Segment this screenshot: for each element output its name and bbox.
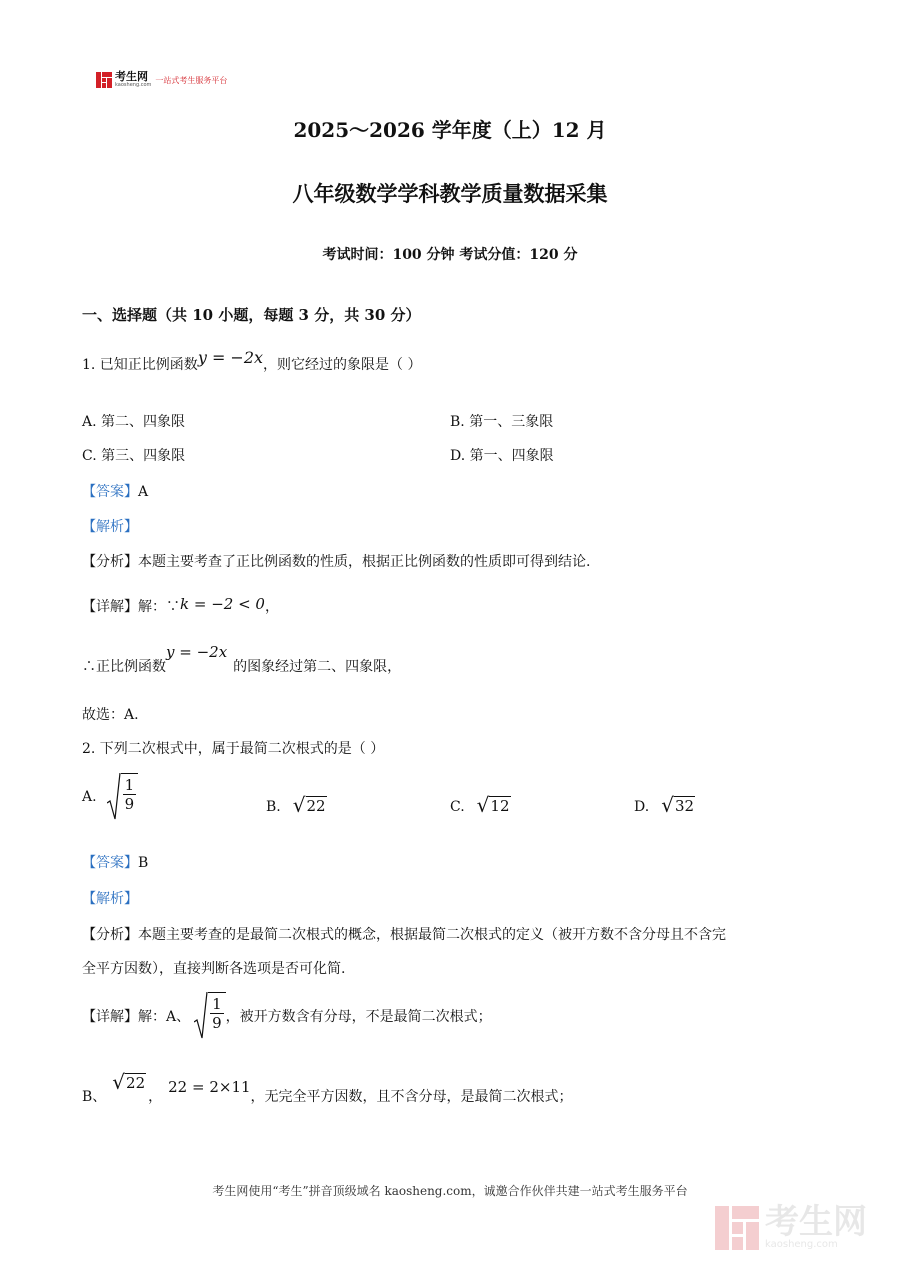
watermark-icon bbox=[715, 1206, 759, 1250]
q2-option-a bbox=[82, 773, 138, 821]
sqrt-12: √ 12 bbox=[476, 793, 510, 817]
option-label: A. bbox=[82, 789, 97, 805]
exam-info: 考试时间：100 分钟 考试分值：120 分 bbox=[322, 247, 578, 263]
therefore-suffix: 的图象经过第二、四象限， bbox=[233, 659, 402, 675]
section-heading: 一、选择题（共 10 小题，每题 3 分，共 30 分） bbox=[82, 306, 421, 324]
detail-suffix: ，被开方数含有分母，不是最简二次根式； bbox=[225, 1009, 492, 1025]
fenxi-text: 本题主要考查了正比例函数的性质，根据正比例函数的性质即可得到结论. bbox=[138, 554, 591, 570]
sqrt-22: √ 22 bbox=[292, 793, 326, 817]
detail-tag: 【详解】 bbox=[82, 1009, 138, 1025]
q2-analysis-tag: 【解析】 bbox=[82, 891, 138, 907]
q1-answer bbox=[82, 481, 148, 501]
fenxi-tag: 【分析】 bbox=[82, 554, 138, 570]
q1-analysis-tag: 【解析】 bbox=[82, 519, 138, 535]
q2-detail-b bbox=[82, 1072, 573, 1106]
sqrt-32: √ 32 bbox=[661, 793, 695, 817]
q1-prefix: 1. 已知正比例函数 bbox=[82, 357, 198, 373]
answer-tag: 【答案】 bbox=[82, 855, 138, 871]
q1-option-c: C. 第三、四象限 bbox=[82, 448, 186, 464]
q1-choose: 故选：A. bbox=[82, 707, 139, 723]
page-footer: 考生网使用“考生”拼音顶级域名 kaosheng.com，诚邀合作伙伴共建一站式考生服务平台 bbox=[212, 1184, 688, 1198]
detail-math: k = −2 < 0 bbox=[180, 595, 265, 613]
fraction-denominator: 9 bbox=[124, 795, 135, 813]
detail-prefix: 解：A、 bbox=[138, 1009, 191, 1025]
fraction-denominator: 9 bbox=[212, 1014, 222, 1032]
sqrt-22-inline: √ 22 bbox=[112, 1070, 146, 1094]
detail-tag: 【详解】 bbox=[82, 599, 138, 615]
title-year: 2025～2026 学年度（上）12 月 bbox=[293, 118, 607, 142]
q1-suffix: ，则它经过的象限是（ ） bbox=[263, 357, 422, 373]
watermark-domain: kaosheng.com bbox=[765, 1239, 838, 1250]
q1-option-b: B. 第一、三象限 bbox=[450, 414, 554, 430]
fenxi-text: 本题主要考查的是最简二次根式的概念，根据最简二次根式的定义（被开方数不含分母且不含完 bbox=[138, 927, 726, 943]
fraction-numerator: 1 bbox=[212, 995, 222, 1013]
q2-option-d bbox=[634, 795, 695, 815]
q1-option-d: D. 第一、四象限 bbox=[450, 448, 554, 464]
therefore-prefix: ∴正比例函数 bbox=[82, 659, 166, 675]
option-label: D. bbox=[634, 799, 650, 815]
q1-therefore bbox=[82, 643, 402, 676]
q2-option-b bbox=[266, 795, 327, 815]
logo-slogan: 一站式考生服务平台 bbox=[155, 75, 228, 85]
logo-icon bbox=[96, 72, 112, 88]
q2-stem: 2. 下列二次根式中，属于最简二次根式的是（ ） bbox=[82, 741, 385, 757]
detail-suffix: ， bbox=[264, 599, 279, 615]
radical-icon bbox=[107, 773, 121, 821]
b-prefix: B、 bbox=[82, 1089, 107, 1105]
q1-stem bbox=[82, 348, 422, 374]
q1-option-a: A. 第二、四象限 bbox=[82, 414, 186, 430]
option-label: C. bbox=[450, 799, 465, 815]
fenxi-tag: 【分析】 bbox=[82, 927, 138, 943]
q2-option-c bbox=[450, 795, 511, 815]
answer-tag: 【答案】 bbox=[82, 484, 138, 500]
watermark-logo bbox=[715, 1202, 867, 1251]
b-math: 22 = 2×11 bbox=[168, 1078, 251, 1096]
sqrt-fraction bbox=[107, 773, 139, 821]
b-suffix: ，无完全平方因数，且不含分母，是最简二次根式； bbox=[250, 1089, 573, 1105]
detail-prefix: 解：∵ bbox=[138, 599, 180, 615]
option-label: B. bbox=[266, 799, 281, 815]
q1-fenxi bbox=[82, 551, 590, 571]
q2-fenxi-line1 bbox=[82, 924, 726, 944]
logo-domain: kaosheng.com bbox=[115, 82, 152, 88]
q2-detail bbox=[82, 992, 492, 1040]
fraction-numerator: 1 bbox=[124, 776, 135, 794]
q2-answer bbox=[82, 852, 148, 872]
q2-fenxi-line2: 全平方因数），直接判断各选项是否可化简. bbox=[82, 961, 346, 977]
title-main: 八年级数学学科教学质量数据采集 bbox=[292, 181, 608, 206]
answer-value: A bbox=[138, 484, 149, 500]
q1-detail bbox=[82, 596, 279, 616]
radical-icon bbox=[194, 992, 208, 1040]
answer-value: B bbox=[138, 855, 149, 871]
b-comma: ， bbox=[148, 1089, 163, 1105]
sqrt-fraction bbox=[194, 992, 226, 1040]
site-logo[interactable] bbox=[96, 72, 227, 88]
logo-name: 考生网 kaosheng.com bbox=[115, 70, 152, 88]
watermark-name: 考生网 kaosheng.com bbox=[765, 1202, 867, 1250]
q1-function: y = −2x bbox=[197, 348, 264, 367]
therefore-math: y = −2x bbox=[166, 643, 228, 661]
